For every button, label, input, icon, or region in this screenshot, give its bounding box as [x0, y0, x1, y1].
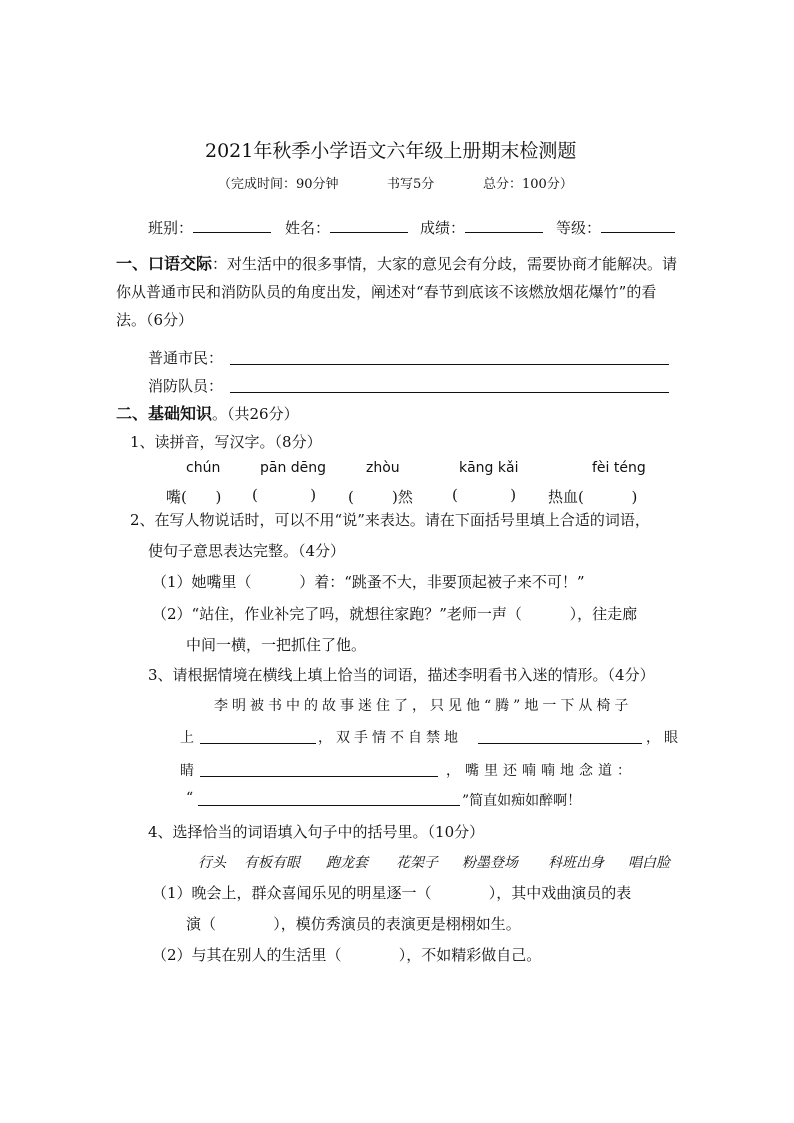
q2-item1: （1）她嘴里（ ）着：“跳蚤不大，非要顶起被子来不可！” [152, 573, 585, 591]
firefighter-answer-line[interactable] [230, 392, 669, 393]
q3-line4-open: “ [186, 790, 194, 806]
name-field [285, 217, 408, 238]
pinyin-5: fèi téng [592, 460, 646, 476]
section1-text: ：对生活中的很多事情，大家的意见会有分歧，需要协商才能解决。请你从普通市民和消防队员的角度出发，阐述对“春节到底该不该燃放烟花爆竹”的看法。（6分） [116, 255, 678, 329]
q3-line3-start: 睛 [180, 763, 194, 779]
q3-line2-start: 上 [180, 730, 194, 746]
q3-line3-end: ，嘴里还喃喃地念道： [446, 763, 636, 779]
q3-blank-4[interactable] [198, 805, 460, 806]
q3-blank-2[interactable] [478, 743, 642, 744]
q4-item1-line2: 演（ ），模仿秀演员的表演更是栩栩如生。 [186, 915, 521, 933]
total-score: 总分：100分） [483, 177, 573, 192]
score-label: 成绩： [420, 219, 466, 237]
word-option-4: 花架子 [396, 855, 438, 871]
q3-blank-3[interactable] [200, 776, 438, 777]
q4-item1-line1: （1）晚会上，群众喜闻乐见的明星逐一（ ），其中戏曲演员的表 [152, 884, 632, 902]
q3-blank-1[interactable] [200, 743, 316, 744]
q1-prompt: 1、读拼音，写汉字。（8分） [130, 433, 322, 451]
section1-paragraph [116, 250, 682, 334]
class-label: 班别： [148, 219, 194, 237]
section2-heading-line [116, 401, 299, 424]
citizen-label: 普通市民： [148, 349, 224, 367]
citizen-answer-line[interactable] [230, 364, 669, 365]
blank-3[interactable]: ( )然 [348, 488, 413, 506]
exam-time: （完成时间：90分钟 [218, 177, 339, 192]
blank-5[interactable]: 热血( ) [548, 488, 638, 506]
pinyin-4: kāng kǎi [459, 460, 519, 476]
firefighter-label: 消防队员： [148, 377, 224, 395]
word-option-6: 科班出身 [548, 855, 604, 871]
page-title: 2021年秋季小学语文六年级上册期末检测题 [205, 140, 577, 162]
class-blank[interactable] [193, 218, 271, 233]
blank-1[interactable]: 嘴( ) [166, 488, 222, 506]
word-option-1: 行头 [198, 855, 226, 871]
q2-prompt-line2: 使句子意思表达完整。（4分） [148, 542, 346, 560]
q3-prompt: 3、请根据情境在横线上填上恰当的词语，描述李明看书入迷的情形。（4分） [148, 666, 655, 684]
word-option-7: 唱白脸 [628, 855, 670, 871]
q3-line2-end: ，眼 [646, 730, 682, 746]
blank-4[interactable]: ( ) [452, 486, 517, 504]
q4-prompt: 4、选择恰当的词语填入句子中的括号里。（10分） [148, 823, 485, 841]
q3-line4-end: ”简直如痴如醉啊！ [462, 793, 582, 809]
q2-item2-line2: 中间一横，一把抓住了他。 [186, 636, 367, 654]
q3-line2-mid: ，双手情不自禁地 [318, 730, 462, 746]
section2-points: 。（共26分） [212, 405, 299, 423]
q4-item2: （2）与其在别人的生活里（ ），不如精彩做自己。 [152, 946, 542, 964]
section2-heading: 二、基础知识 [116, 404, 213, 423]
blank-2[interactable]: ( ) [252, 486, 317, 504]
grade-blank[interactable] [601, 218, 675, 233]
writing-score: 书写5分 [387, 177, 435, 192]
pinyin-3: zhòu [366, 460, 400, 476]
word-option-3: 跑龙套 [326, 855, 368, 871]
pinyin-1: chún [186, 460, 221, 476]
q2-item2-line1: （2）“站住，作业补完了吗，就想往家跑？”老师一声（ ），往走廊 [152, 605, 638, 623]
score-field [420, 217, 543, 238]
section1-heading: 一、口语交际 [116, 254, 213, 273]
word-option-5: 粉墨登场 [462, 855, 518, 871]
name-blank[interactable] [330, 218, 408, 233]
grade-label: 等级： [556, 219, 602, 237]
name-label: 姓名： [285, 219, 331, 237]
q2-prompt-line1: 2、在写人物说话时，可以不用“说”来表达。请在下面括号里填上合适的词语， [130, 511, 650, 529]
pinyin-2: pān dēng [260, 460, 327, 476]
word-option-2: 有板有眼 [244, 855, 300, 871]
score-blank[interactable] [465, 218, 543, 233]
class-field [148, 217, 271, 238]
q3-line1: 李明被书中的故事迷住了，只见他“腾”地一下从椅子 [214, 698, 633, 714]
grade-field [556, 217, 675, 238]
